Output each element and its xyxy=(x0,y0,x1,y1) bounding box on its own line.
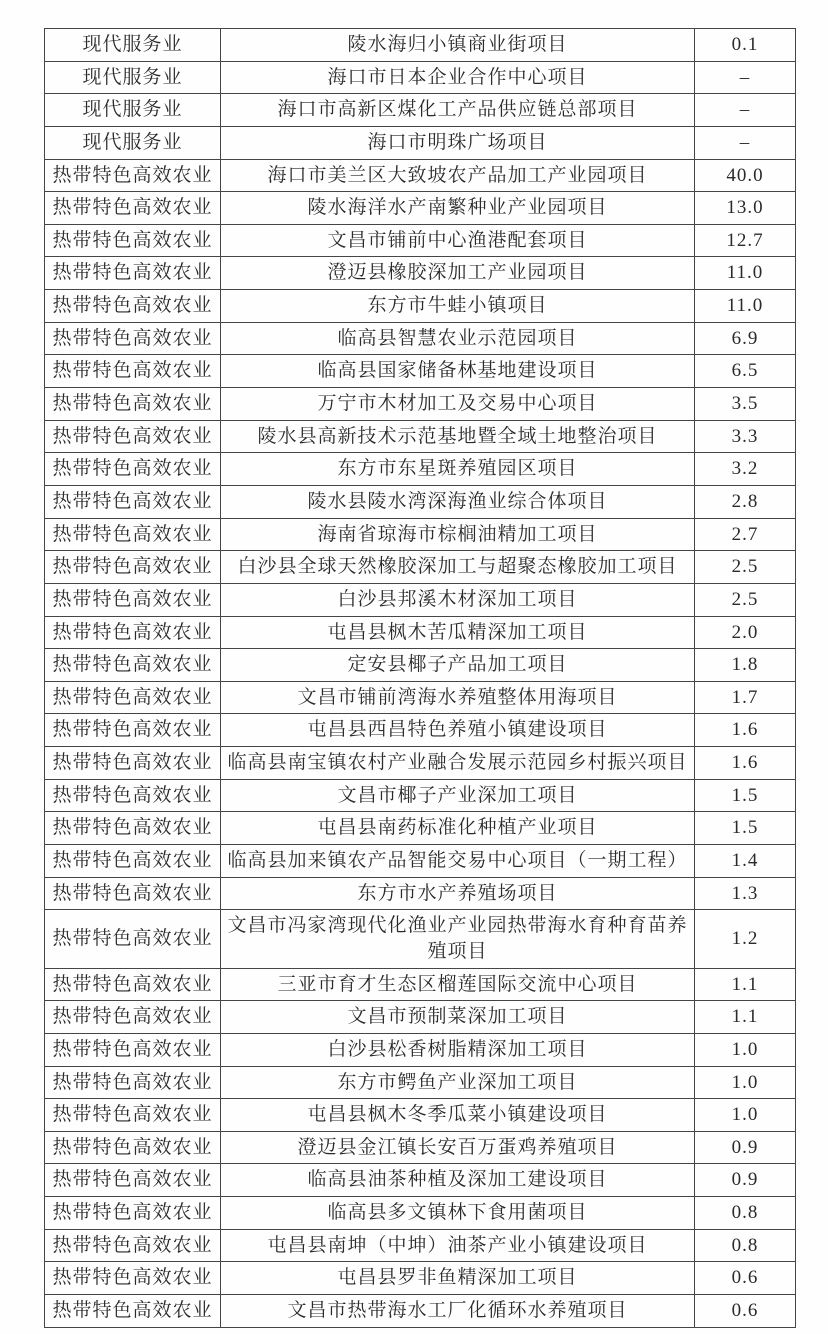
value-cell: 13.0 xyxy=(695,192,796,225)
category-cell: 热带特色高效农业 xyxy=(45,649,221,682)
value-cell: 3.5 xyxy=(695,388,796,421)
value-cell: 1.3 xyxy=(695,877,796,910)
value-cell: 6.5 xyxy=(695,355,796,388)
project-name-cell: 屯昌县南药标准化种植产业项目 xyxy=(221,812,695,845)
project-name-cell: 陵水海归小镇商业街项目 xyxy=(221,29,695,62)
category-cell: 热带特色高效农业 xyxy=(45,420,221,453)
category-cell: 热带特色高效农业 xyxy=(45,518,221,551)
value-cell: 0.9 xyxy=(695,1131,796,1164)
value-cell: 40.0 xyxy=(695,159,796,192)
table-row xyxy=(45,1262,796,1295)
value-cell: 1.7 xyxy=(695,681,796,714)
category-cell: 热带特色高效农业 xyxy=(45,1066,221,1099)
value-cell: 2.5 xyxy=(695,551,796,584)
category-cell: 热带特色高效农业 xyxy=(45,747,221,780)
category-cell: 热带特色高效农业 xyxy=(45,159,221,192)
project-name-cell: 屯昌县罗非鱼精深加工项目 xyxy=(221,1262,695,1295)
project-name-cell: 陵水县高新技术示范基地暨全域土地整治项目 xyxy=(221,420,695,453)
value-cell: 1.0 xyxy=(695,1099,796,1132)
project-name-cell: 文昌市铺前湾海水养殖整体用海项目 xyxy=(221,681,695,714)
project-name-cell: 海口市日本企业合作中心项目 xyxy=(221,61,695,94)
table-row xyxy=(45,485,796,518)
value-cell: 1.0 xyxy=(695,1033,796,1066)
table-row xyxy=(45,616,796,649)
category-cell: 热带特色高效农业 xyxy=(45,388,221,421)
category-cell: 热带特色高效农业 xyxy=(45,1033,221,1066)
project-name-cell: 海口市明珠广场项目 xyxy=(221,126,695,159)
project-name-cell: 屯昌县枫木冬季瓜菜小镇建设项目 xyxy=(221,1099,695,1132)
category-cell: 热带特色高效农业 xyxy=(45,779,221,812)
category-cell: 热带特色高效农业 xyxy=(45,453,221,486)
value-cell: 11.0 xyxy=(695,290,796,323)
table-row xyxy=(45,681,796,714)
project-name-cell: 文昌市铺前中心渔港配套项目 xyxy=(221,224,695,257)
table-row xyxy=(45,257,796,290)
table-row xyxy=(45,290,796,323)
table-row xyxy=(45,1229,796,1262)
value-cell: 1.5 xyxy=(695,779,796,812)
project-name-cell: 临高县国家储备林基地建设项目 xyxy=(221,355,695,388)
value-cell: 0.9 xyxy=(695,1164,796,1197)
table-row xyxy=(45,1131,796,1164)
category-cell: 热带特色高效农业 xyxy=(45,485,221,518)
category-cell: 热带特色高效农业 xyxy=(45,257,221,290)
table-row xyxy=(45,1033,796,1066)
table-row xyxy=(45,1001,796,1034)
table-row xyxy=(45,877,796,910)
table-row xyxy=(45,1294,796,1327)
category-cell: 热带特色高效农业 xyxy=(45,1197,221,1230)
project-name-cell: 临高县加来镇农产品智能交易中心项目（一期工程） xyxy=(221,845,695,878)
value-cell: 0.8 xyxy=(695,1197,796,1230)
project-name-cell: 东方市东星斑养殖园区项目 xyxy=(221,453,695,486)
project-name-cell: 临高县油茶种植及深加工建设项目 xyxy=(221,1164,695,1197)
project-name-cell: 文昌市预制菜深加工项目 xyxy=(221,1001,695,1034)
table-row xyxy=(45,583,796,616)
value-cell: 3.2 xyxy=(695,453,796,486)
category-cell: 现代服务业 xyxy=(45,61,221,94)
category-cell: 热带特色高效农业 xyxy=(45,910,221,968)
category-cell: 热带特色高效农业 xyxy=(45,551,221,584)
category-cell: 热带特色高效农业 xyxy=(45,714,221,747)
project-name-cell: 澄迈县金江镇长安百万蛋鸡养殖项目 xyxy=(221,1131,695,1164)
project-name-cell: 临高县智慧农业示范园项目 xyxy=(221,322,695,355)
table-row xyxy=(45,192,796,225)
value-cell: 2.5 xyxy=(695,583,796,616)
table-row xyxy=(45,355,796,388)
category-cell: 热带特色高效农业 xyxy=(45,224,221,257)
projects-table xyxy=(44,28,796,1328)
table-row xyxy=(45,159,796,192)
value-cell: – xyxy=(695,61,796,94)
project-name-cell: 海南省琼海市棕榈油精加工项目 xyxy=(221,518,695,551)
project-name-cell: 东方市水产养殖场项目 xyxy=(221,877,695,910)
value-cell: 1.0 xyxy=(695,1066,796,1099)
project-name-cell: 屯昌县枫木苦瓜精深加工项目 xyxy=(221,616,695,649)
category-cell: 热带特色高效农业 xyxy=(45,877,221,910)
table-row xyxy=(45,1197,796,1230)
project-name-cell: 文昌市热带海水工厂化循环水养殖项目 xyxy=(221,1294,695,1327)
category-cell: 热带特色高效农业 xyxy=(45,1229,221,1262)
category-cell: 热带特色高效农业 xyxy=(45,1099,221,1132)
value-cell: 1.8 xyxy=(695,649,796,682)
table-row xyxy=(45,649,796,682)
category-cell: 热带特色高效农业 xyxy=(45,968,221,1001)
table-row xyxy=(45,388,796,421)
table-row xyxy=(45,910,796,968)
category-cell: 热带特色高效农业 xyxy=(45,845,221,878)
project-name-cell: 临高县多文镇林下食用菌项目 xyxy=(221,1197,695,1230)
table-row xyxy=(45,1066,796,1099)
project-name-cell: 三亚市育才生态区榴莲国际交流中心项目 xyxy=(221,968,695,1001)
project-name-cell: 临高县南宝镇农村产业融合发展示范园乡村振兴项目 xyxy=(221,747,695,780)
value-cell: 1.1 xyxy=(695,968,796,1001)
project-name-cell: 澄迈县橡胶深加工产业园项目 xyxy=(221,257,695,290)
category-cell: 现代服务业 xyxy=(45,126,221,159)
category-cell: 热带特色高效农业 xyxy=(45,583,221,616)
category-cell: 热带特色高效农业 xyxy=(45,290,221,323)
category-cell: 热带特色高效农业 xyxy=(45,616,221,649)
value-cell: 2.0 xyxy=(695,616,796,649)
table-row xyxy=(45,812,796,845)
table-row xyxy=(45,61,796,94)
category-cell: 热带特色高效农业 xyxy=(45,1164,221,1197)
value-cell: 0.1 xyxy=(695,29,796,62)
value-cell: 1.4 xyxy=(695,845,796,878)
project-name-cell: 万宁市木材加工及交易中心项目 xyxy=(221,388,695,421)
table-row xyxy=(45,126,796,159)
value-cell: 12.7 xyxy=(695,224,796,257)
value-cell: 2.8 xyxy=(695,485,796,518)
project-name-cell: 东方市鳄鱼产业深加工项目 xyxy=(221,1066,695,1099)
category-cell: 热带特色高效农业 xyxy=(45,1001,221,1034)
category-cell: 热带特色高效农业 xyxy=(45,355,221,388)
value-cell: 6.9 xyxy=(695,322,796,355)
category-cell: 热带特色高效农业 xyxy=(45,1131,221,1164)
project-name-cell: 文昌市椰子产业深加工项目 xyxy=(221,779,695,812)
project-name-cell: 白沙县全球天然橡胶深加工与超聚态橡胶加工项目 xyxy=(221,551,695,584)
project-name-cell: 文昌市冯家湾现代化渔业产业园热带海水育种育苗养殖项目 xyxy=(221,910,695,968)
project-name-cell: 陵水海洋水产南繁种业产业园项目 xyxy=(221,192,695,225)
table-row xyxy=(45,420,796,453)
project-name-cell: 海口市美兰区大致坡农产品加工产业园项目 xyxy=(221,159,695,192)
table-row xyxy=(45,1099,796,1132)
category-cell: 热带特色高效农业 xyxy=(45,1294,221,1327)
category-cell: 现代服务业 xyxy=(45,94,221,127)
table-row xyxy=(45,551,796,584)
table-row xyxy=(45,714,796,747)
project-name-cell: 定安县椰子产品加工项目 xyxy=(221,649,695,682)
projects-table-body xyxy=(45,29,796,1328)
project-name-cell: 海口市高新区煤化工产品供应链总部项目 xyxy=(221,94,695,127)
value-cell: 0.6 xyxy=(695,1262,796,1295)
value-cell: – xyxy=(695,94,796,127)
category-cell: 热带特色高效农业 xyxy=(45,322,221,355)
value-cell: 1.6 xyxy=(695,714,796,747)
category-cell: 热带特色高效农业 xyxy=(45,1262,221,1295)
value-cell: 1.2 xyxy=(695,910,796,968)
table-row xyxy=(45,845,796,878)
value-cell: 0.8 xyxy=(695,1229,796,1262)
category-cell: 热带特色高效农业 xyxy=(45,681,221,714)
value-cell: – xyxy=(695,126,796,159)
table-row xyxy=(45,747,796,780)
project-name-cell: 白沙县松香树脂精深加工项目 xyxy=(221,1033,695,1066)
table-row xyxy=(45,94,796,127)
value-cell: 1.6 xyxy=(695,747,796,780)
category-cell: 热带特色高效农业 xyxy=(45,192,221,225)
table-row xyxy=(45,1164,796,1197)
value-cell: 1.1 xyxy=(695,1001,796,1034)
table-row xyxy=(45,29,796,62)
table-row xyxy=(45,224,796,257)
category-cell: 现代服务业 xyxy=(45,29,221,62)
table-row xyxy=(45,968,796,1001)
project-name-cell: 陵水县陵水湾深海渔业综合体项目 xyxy=(221,485,695,518)
category-cell: 热带特色高效农业 xyxy=(45,812,221,845)
project-name-cell: 屯昌县南坤（中坤）油茶产业小镇建设项目 xyxy=(221,1229,695,1262)
value-cell: 0.6 xyxy=(695,1294,796,1327)
value-cell: 2.7 xyxy=(695,518,796,551)
table-row xyxy=(45,453,796,486)
value-cell: 11.0 xyxy=(695,257,796,290)
value-cell: 3.3 xyxy=(695,420,796,453)
project-name-cell: 东方市牛蛙小镇项目 xyxy=(221,290,695,323)
project-name-cell: 屯昌县西昌特色养殖小镇建设项目 xyxy=(221,714,695,747)
table-row xyxy=(45,779,796,812)
table-row xyxy=(45,322,796,355)
value-cell: 1.5 xyxy=(695,812,796,845)
project-name-cell: 白沙县邦溪木材深加工项目 xyxy=(221,583,695,616)
table-row xyxy=(45,518,796,551)
